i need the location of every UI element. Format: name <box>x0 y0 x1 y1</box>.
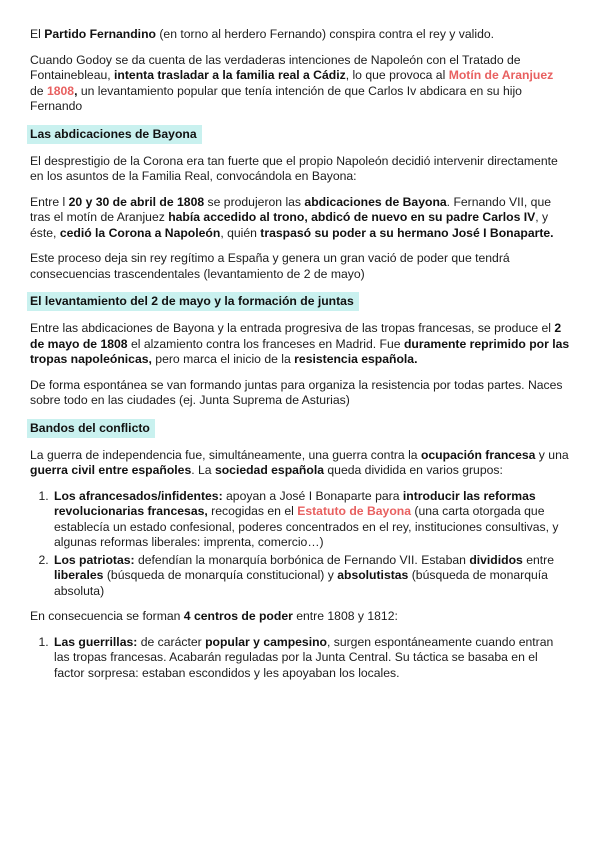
bold-term: absolutistas <box>337 568 409 582</box>
bold-term: abdicaciones de Bayona <box>304 194 447 209</box>
list-grupos <box>30 489 570 600</box>
text: entre <box>522 552 554 567</box>
text: se produjeron las <box>204 194 305 209</box>
text: Entre las abdicaciones de Bayona y la entrada progresiva de las tropas francesas, se produce el <box>30 321 555 335</box>
paragraph-juntas: De forma espontánea se van formando juntas para organiza la resistencia por todas partes. Naces sobre todo en las ciudades (ej. Junta Suprema de Asturias) <box>30 377 563 407</box>
paragraph-godoy <box>30 53 570 115</box>
paragraph-vacio-poder: Este proceso deja sin rey regítimo a España y genera un gran vació de poder que tendrá consecuencias trascendentales (levantamiento de 2 de mayo) <box>30 251 510 281</box>
text: , lo que provoca al <box>345 68 449 82</box>
text: , <box>74 83 81 98</box>
text: de carácter <box>137 634 206 649</box>
text: , surgen espontáneamente cuando entran las tropas francesas. Acabarán reguladas por la Junta Central. Su táctica se basaba en el factor sorpresa: estaban escondidos y les apoyaban los locales. <box>54 634 554 680</box>
text: pero marca el inicio de la <box>151 352 295 366</box>
bold-term: 2 de mayo de 1808 <box>30 321 562 351</box>
bold-term: popular y campesino <box>205 634 327 649</box>
text: (una carta otorgada que establecía un estado confesional, poderes concentrados en el rey, instituciones consultivas, y algunas reformas liberales: imprenta, comercio…) <box>54 504 559 549</box>
paragraph-centros-poder <box>30 609 570 625</box>
text: y una <box>535 447 569 462</box>
section-heading-levantamiento: El levantamiento del 2 de mayo y la formación de juntas <box>27 292 359 311</box>
bold-term: Las guerrillas: <box>54 634 138 649</box>
bold-term: introducir las reformas revolucionarias francesas, <box>54 488 536 518</box>
text: entre 1808 y 1812: <box>292 609 398 623</box>
text: apoyan a José I Bonaparte para <box>222 488 403 503</box>
bold-term: liberales <box>54 568 104 582</box>
section-heading-bandos: Bandos del conflicto <box>27 419 155 438</box>
bold-term: Los afrancesados/infidentes: <box>54 488 223 503</box>
paragraph-abdicaciones <box>30 195 570 242</box>
bold-term: sociedad española <box>214 463 324 477</box>
text: queda dividida en varios grupos: <box>324 463 503 477</box>
bold-term: 4 centros de poder <box>183 609 293 623</box>
highlight-term: 1808 <box>46 83 75 98</box>
text: , y éste, <box>30 210 549 240</box>
text: el alzamiento contra los franceses en Madrid. Fue <box>127 336 404 351</box>
text: Cuando Godoy se da cuenta de las verdaderas intenciones de Napoleón con el Tratado de Fontainebleau, <box>30 52 521 82</box>
text: . Fernando VII, que tras el motín de Aranjuez <box>30 194 552 224</box>
text: En consecuencia se forman <box>30 609 184 623</box>
bold-term: Los patriotas: <box>54 552 135 567</box>
list-item-afrancesados <box>52 489 570 551</box>
bold-term: intenta trasladar a la familia real a Cádiz <box>114 68 346 82</box>
highlight-term: Motín de Aranjuez <box>448 68 554 82</box>
paragraph-partido-fernandino <box>30 27 570 43</box>
bold-term: Partido Fernandino <box>44 27 156 41</box>
text: , quién <box>220 225 261 240</box>
bold-term: cedió la Corona a Napoleón <box>59 225 221 240</box>
list-centros <box>30 635 570 682</box>
bold-term: resistencia española. <box>294 352 418 366</box>
bold-term: ocupación francesa <box>420 447 536 462</box>
bold-term: 20 y 30 de abril de 1808 <box>68 194 205 209</box>
highlight-term: Estatuto de Bayona <box>297 504 411 518</box>
list-item-patriotas <box>52 553 570 600</box>
text: recogidas en el <box>207 504 298 518</box>
text: (en torno al herdero Fernando) conspira contra el rey y valido. <box>155 27 495 41</box>
section-heading-bayona: Las abdicaciones de Bayona <box>27 125 202 144</box>
paragraph-guerra-independencia <box>30 448 570 479</box>
list-item-guerrillas <box>52 635 570 682</box>
bold-term: divididos <box>469 552 523 567</box>
text: un levantamiento popular que tenía intención de que Carlos Iv abdicara en su hijo Fernando <box>30 83 522 113</box>
bold-term: había accedido al trono, abdicó de nuevo en su padre Carlos IV <box>168 210 536 224</box>
text: Entre l <box>30 194 69 209</box>
text: defendían la monarquía borbónica de Fernando VII. Estaban <box>134 552 470 567</box>
bold-term: traspasó su poder a su hermano José I Bonaparte. <box>260 225 554 240</box>
text: La guerra de independencia fue, simultáneamente, una guerra contra la <box>30 447 421 462</box>
bold-term: duramente reprimido por las tropas napoleónicas, <box>30 336 570 366</box>
bold-term: guerra civil entre españoles <box>30 463 192 477</box>
paragraph-desprestigio: El desprestigio de la Corona era tan fuerte que el propio Napoleón decidió intervenir directamente en los asuntos de la Familia Real, convocándola en Bayona: <box>30 153 558 183</box>
text: (búsqueda de monarquía absoluta) <box>54 568 548 598</box>
paragraph-dos-de-mayo <box>30 321 570 368</box>
text: . La <box>191 463 215 477</box>
text: El <box>30 27 45 41</box>
text: de <box>30 83 47 98</box>
text: (búsqueda de monarquía constitucional) y <box>103 568 338 582</box>
